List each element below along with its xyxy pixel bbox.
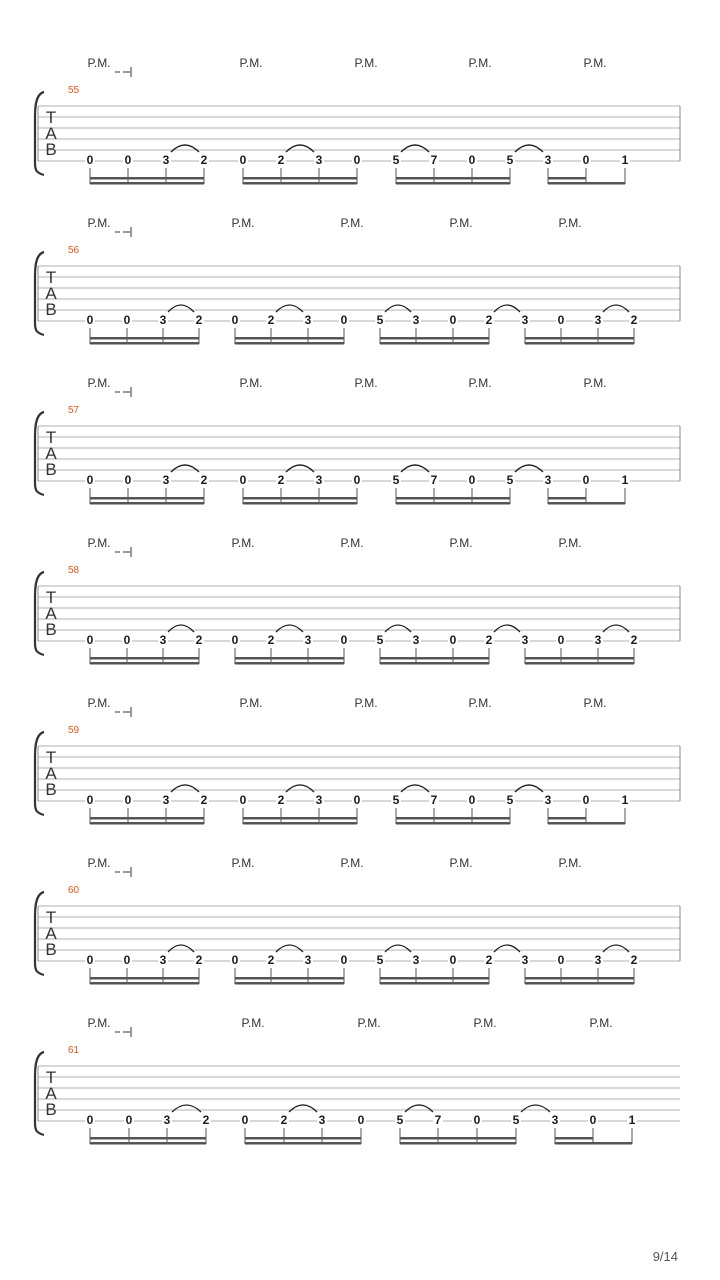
tab-clef-letter: A: [45, 284, 57, 303]
palm-mute-mark: P.M.: [468, 696, 492, 710]
palm-mute-mark: P.M.: [449, 856, 473, 870]
beam-secondary: [90, 177, 204, 180]
beam-secondary: [525, 337, 634, 340]
beam-secondary: [90, 657, 199, 660]
beam-primary: [90, 662, 199, 665]
fret-number: 0: [86, 953, 94, 967]
fret-number: 0: [582, 473, 590, 487]
system-bracket: [35, 92, 44, 175]
tab-clef-letter: A: [45, 604, 57, 623]
beam-primary: [245, 1142, 361, 1145]
fret-number: 3: [304, 313, 312, 327]
fret-number: 0: [124, 153, 132, 167]
beam-secondary: [380, 657, 489, 660]
page-number: 9/14: [652, 1249, 678, 1264]
palm-mute-mark: P.M.: [87, 216, 111, 230]
fret-number: 0: [449, 313, 457, 327]
slur-arc: [171, 785, 199, 792]
palm-mute-mark: P.M.: [87, 56, 111, 70]
beam-primary: [90, 822, 204, 825]
slur-arc: [276, 305, 303, 312]
fret-number: 7: [430, 473, 438, 487]
palm-mute-mark: P.M.: [231, 216, 255, 230]
bar-number: 60: [68, 885, 80, 896]
bar-number: 58: [68, 565, 80, 576]
beam-primary: [396, 502, 510, 505]
fret-number: 5: [396, 1113, 404, 1127]
beam-primary: [90, 502, 204, 505]
bar-number: 59: [68, 725, 80, 736]
palm-mute-mark: P.M.: [231, 856, 255, 870]
palm-mute-mark: P.M.: [449, 536, 473, 550]
beam-secondary: [90, 977, 199, 980]
fret-number: 2: [200, 793, 208, 807]
beam-secondary: [90, 817, 204, 820]
palm-mute-mark: P.M.: [239, 696, 263, 710]
beam-secondary: [548, 817, 586, 820]
tab-clef-letter: T: [45, 588, 57, 607]
fret-number: 2: [267, 313, 275, 327]
bar-number: 57: [68, 405, 80, 416]
slur-arc: [276, 945, 303, 952]
fret-number: 3: [544, 473, 552, 487]
fret-number: 2: [195, 953, 203, 967]
fret-number: 2: [202, 1113, 210, 1127]
beam-secondary: [235, 657, 344, 660]
palm-mute-mark: P.M.: [357, 1016, 381, 1030]
beam-primary: [548, 182, 625, 185]
beam-secondary: [380, 337, 489, 340]
slur-arc: [286, 465, 314, 472]
fret-number: 1: [621, 153, 629, 167]
fret-number: 2: [267, 633, 275, 647]
palm-mute-mark: P.M.: [87, 856, 111, 870]
slur-arc: [603, 305, 629, 312]
slur-arc: [276, 625, 303, 632]
beam-primary: [555, 1142, 632, 1145]
beam-secondary: [90, 337, 199, 340]
fret-number: 0: [86, 313, 94, 327]
beam-primary: [548, 502, 625, 505]
fret-number: 0: [582, 153, 590, 167]
fret-number: 2: [200, 473, 208, 487]
tab-clef-letter: B: [45, 460, 57, 479]
palm-mute-mark: P.M.: [340, 216, 364, 230]
fret-number: 3: [412, 953, 420, 967]
fret-number: 0: [582, 793, 590, 807]
beam-primary: [396, 822, 510, 825]
fret-number: 3: [412, 633, 420, 647]
fret-number: 2: [200, 153, 208, 167]
slur-arc: [168, 945, 194, 952]
system-bracket: [35, 892, 44, 975]
palm-mute-mark: P.M.: [239, 376, 263, 390]
beam-primary: [243, 822, 357, 825]
palm-mute-mark: P.M.: [87, 696, 111, 710]
fret-number: 0: [86, 473, 94, 487]
palm-mute-mark: P.M.: [468, 376, 492, 390]
tab-system: [35, 536, 680, 665]
bar-number: 56: [68, 245, 80, 256]
slur-arc: [286, 145, 314, 152]
fret-number: 5: [392, 473, 400, 487]
tab-system: [35, 856, 680, 985]
fret-number: 0: [124, 473, 132, 487]
fret-number: 3: [594, 633, 602, 647]
tab-clef-letter: B: [45, 140, 57, 159]
tab-system: [35, 1016, 680, 1145]
fret-number: 5: [506, 473, 514, 487]
fret-number: 0: [86, 633, 94, 647]
fret-number: 5: [392, 793, 400, 807]
beam-primary: [525, 982, 634, 985]
system-bracket: [35, 1052, 44, 1135]
fret-number: 5: [512, 1113, 520, 1127]
slur-arc: [385, 305, 411, 312]
fret-number: 7: [430, 153, 438, 167]
fret-number: 0: [123, 313, 131, 327]
palm-mute-mark: P.M.: [449, 216, 473, 230]
fret-number: 3: [521, 633, 529, 647]
fret-number: 0: [353, 473, 361, 487]
tab-clef-letter: T: [45, 108, 57, 127]
fret-number: 7: [434, 1113, 442, 1127]
fret-number: 3: [162, 153, 170, 167]
beam-primary: [235, 982, 344, 985]
beam-primary: [548, 822, 625, 825]
fret-number: 0: [231, 633, 239, 647]
fret-number: 0: [239, 473, 247, 487]
fret-number: 0: [124, 793, 132, 807]
beam-secondary: [245, 1137, 361, 1140]
palm-mute-mark: P.M.: [231, 536, 255, 550]
slur-arc: [168, 625, 194, 632]
beam-secondary: [90, 497, 204, 500]
beam-secondary: [525, 657, 634, 660]
beam-primary: [380, 342, 489, 345]
fret-number: 2: [277, 793, 285, 807]
fret-number: 2: [630, 953, 638, 967]
tab-clef-letter: T: [45, 268, 57, 287]
beam-secondary: [400, 1137, 516, 1140]
palm-mute-mark: P.M.: [239, 56, 263, 70]
fret-number: 3: [318, 1113, 326, 1127]
fret-number: 2: [630, 313, 638, 327]
beam-primary: [235, 662, 344, 665]
fret-number: 0: [468, 793, 476, 807]
beam-primary: [235, 342, 344, 345]
beam-secondary: [396, 817, 510, 820]
fret-number: 0: [86, 1113, 94, 1127]
fret-number: 3: [159, 953, 167, 967]
system-bracket: [35, 572, 44, 655]
tab-clef-letter: B: [45, 780, 57, 799]
fret-number: 0: [239, 153, 247, 167]
beam-secondary: [555, 1137, 593, 1140]
slur-arc: [401, 465, 429, 472]
bar-number: 55: [68, 85, 80, 96]
beam-primary: [400, 1142, 516, 1145]
beam-primary: [90, 182, 204, 185]
fret-number: 0: [357, 1113, 365, 1127]
beam-secondary: [90, 1137, 206, 1140]
tab-clef-letter: A: [45, 1084, 57, 1103]
tab-clef-letter: A: [45, 924, 57, 943]
fret-number: 3: [315, 153, 323, 167]
slur-arc: [494, 945, 520, 952]
fret-number: 2: [277, 473, 285, 487]
slur-arc: [168, 305, 194, 312]
tab-clef-letter: T: [45, 748, 57, 767]
beam-secondary: [243, 817, 357, 820]
beam-secondary: [235, 337, 344, 340]
beam-secondary: [243, 497, 357, 500]
fret-number: 5: [506, 153, 514, 167]
palm-mute-mark: P.M.: [241, 1016, 265, 1030]
fret-number: 0: [231, 313, 239, 327]
slur-arc: [515, 785, 543, 792]
fret-number: 2: [277, 153, 285, 167]
fret-number: 0: [468, 473, 476, 487]
palm-mute-mark: P.M.: [87, 1016, 111, 1030]
palm-mute-mark: P.M.: [558, 536, 582, 550]
palm-mute-mark: P.M.: [87, 536, 111, 550]
fret-number: 0: [353, 793, 361, 807]
beam-secondary: [396, 177, 510, 180]
fret-number: 3: [162, 473, 170, 487]
fret-number: 0: [241, 1113, 249, 1127]
fret-number: 7: [430, 793, 438, 807]
beam-primary: [525, 342, 634, 345]
fret-number: 2: [195, 633, 203, 647]
fret-number: 0: [589, 1113, 597, 1127]
tab-clef-letter: T: [45, 428, 57, 447]
palm-mute-mark: P.M.: [468, 56, 492, 70]
palm-mute-mark: P.M.: [340, 856, 364, 870]
beam-primary: [525, 662, 634, 665]
fret-number: 5: [392, 153, 400, 167]
bar-number: 61: [68, 1045, 80, 1056]
palm-mute-mark: P.M.: [340, 536, 364, 550]
slur-arc: [521, 1105, 550, 1112]
fret-number: 0: [449, 633, 457, 647]
slur-arc: [172, 1105, 201, 1112]
system-bracket: [35, 252, 44, 335]
fret-number: 3: [551, 1113, 559, 1127]
slur-arc: [289, 1105, 317, 1112]
fret-number: 2: [195, 313, 203, 327]
slur-arc: [171, 465, 199, 472]
slur-arc: [171, 145, 199, 152]
fret-number: 3: [304, 633, 312, 647]
fret-number: 0: [239, 793, 247, 807]
system-bracket: [35, 732, 44, 815]
fret-number: 3: [163, 1113, 171, 1127]
beam-secondary: [396, 497, 510, 500]
slur-arc: [401, 785, 429, 792]
beam-secondary: [235, 977, 344, 980]
tab-clef-letter: B: [45, 620, 57, 639]
palm-mute-mark: P.M.: [473, 1016, 497, 1030]
palm-mute-mark: P.M.: [589, 1016, 613, 1030]
beam-primary: [243, 502, 357, 505]
fret-number: 0: [468, 153, 476, 167]
slur-arc: [603, 945, 629, 952]
fret-number: 0: [123, 633, 131, 647]
fret-number: 5: [506, 793, 514, 807]
fret-number: 3: [544, 793, 552, 807]
fret-number: 0: [86, 153, 94, 167]
tab-clef-letter: B: [45, 940, 57, 959]
fret-number: 3: [412, 313, 420, 327]
fret-number: 5: [376, 633, 384, 647]
fret-number: 2: [485, 313, 493, 327]
palm-mute-mark: P.M.: [558, 856, 582, 870]
fret-number: 2: [630, 633, 638, 647]
slur-arc: [286, 785, 314, 792]
tab-clef-letter: T: [45, 1068, 57, 1087]
fret-number: 0: [340, 313, 348, 327]
beam-secondary: [548, 177, 586, 180]
fret-number: 1: [628, 1113, 636, 1127]
fret-number: 3: [159, 633, 167, 647]
fret-number: 1: [621, 793, 629, 807]
fret-number: 5: [376, 313, 384, 327]
fret-number: 2: [485, 633, 493, 647]
slur-arc: [494, 305, 520, 312]
fret-number: 0: [557, 633, 565, 647]
slur-arc: [385, 625, 411, 632]
fret-number: 0: [340, 633, 348, 647]
fret-number: 0: [557, 953, 565, 967]
slur-arc: [603, 625, 629, 632]
fret-number: 0: [473, 1113, 481, 1127]
fret-number: 3: [315, 793, 323, 807]
fret-number: 0: [231, 953, 239, 967]
fret-number: 0: [123, 953, 131, 967]
tab-system: [35, 216, 680, 345]
beam-primary: [380, 982, 489, 985]
tab-clef-letter: T: [45, 908, 57, 927]
fret-number: 3: [521, 953, 529, 967]
beam-secondary: [548, 497, 586, 500]
fret-number: 3: [544, 153, 552, 167]
tab-clef-letter: B: [45, 300, 57, 319]
fret-number: 2: [267, 953, 275, 967]
slur-arc: [401, 145, 429, 152]
slur-arc: [515, 465, 543, 472]
fret-number: 0: [449, 953, 457, 967]
fret-number: 5: [376, 953, 384, 967]
fret-number: 3: [304, 953, 312, 967]
slur-arc: [385, 945, 411, 952]
palm-mute-mark: P.M.: [354, 696, 378, 710]
palm-mute-mark: P.M.: [354, 56, 378, 70]
beam-primary: [396, 182, 510, 185]
palm-mute-mark: P.M.: [583, 696, 607, 710]
fret-number: 3: [159, 313, 167, 327]
fret-number: 0: [86, 793, 94, 807]
beam-primary: [243, 182, 357, 185]
slur-arc: [494, 625, 520, 632]
beam-primary: [380, 662, 489, 665]
beam-primary: [90, 1142, 206, 1145]
fret-number: 0: [557, 313, 565, 327]
fret-number: 0: [340, 953, 348, 967]
beam-secondary: [380, 977, 489, 980]
beam-primary: [90, 982, 199, 985]
palm-mute-mark: P.M.: [583, 376, 607, 390]
palm-mute-mark: P.M.: [558, 216, 582, 230]
fret-number: 3: [315, 473, 323, 487]
tab-clef-letter: A: [45, 764, 57, 783]
fret-number: 3: [521, 313, 529, 327]
tab-clef-letter: A: [45, 444, 57, 463]
slur-arc: [405, 1105, 433, 1112]
fret-number: 0: [125, 1113, 133, 1127]
tab-clef-letter: B: [45, 1100, 57, 1119]
fret-number: 3: [594, 953, 602, 967]
beam-secondary: [243, 177, 357, 180]
slur-arc: [515, 145, 543, 152]
fret-number: 2: [485, 953, 493, 967]
tab-system: [35, 376, 680, 505]
tab-system: [35, 696, 680, 825]
palm-mute-mark: P.M.: [583, 56, 607, 70]
fret-number: 1: [621, 473, 629, 487]
tab-clef-letter: A: [45, 124, 57, 143]
palm-mute-mark: P.M.: [354, 376, 378, 390]
beam-secondary: [525, 977, 634, 980]
system-bracket: [35, 412, 44, 495]
fret-number: 3: [162, 793, 170, 807]
fret-number: 2: [280, 1113, 288, 1127]
tab-system: [35, 56, 680, 185]
beam-primary: [90, 342, 199, 345]
fret-number: 0: [353, 153, 361, 167]
palm-mute-mark: P.M.: [87, 376, 111, 390]
fret-number: 3: [594, 313, 602, 327]
